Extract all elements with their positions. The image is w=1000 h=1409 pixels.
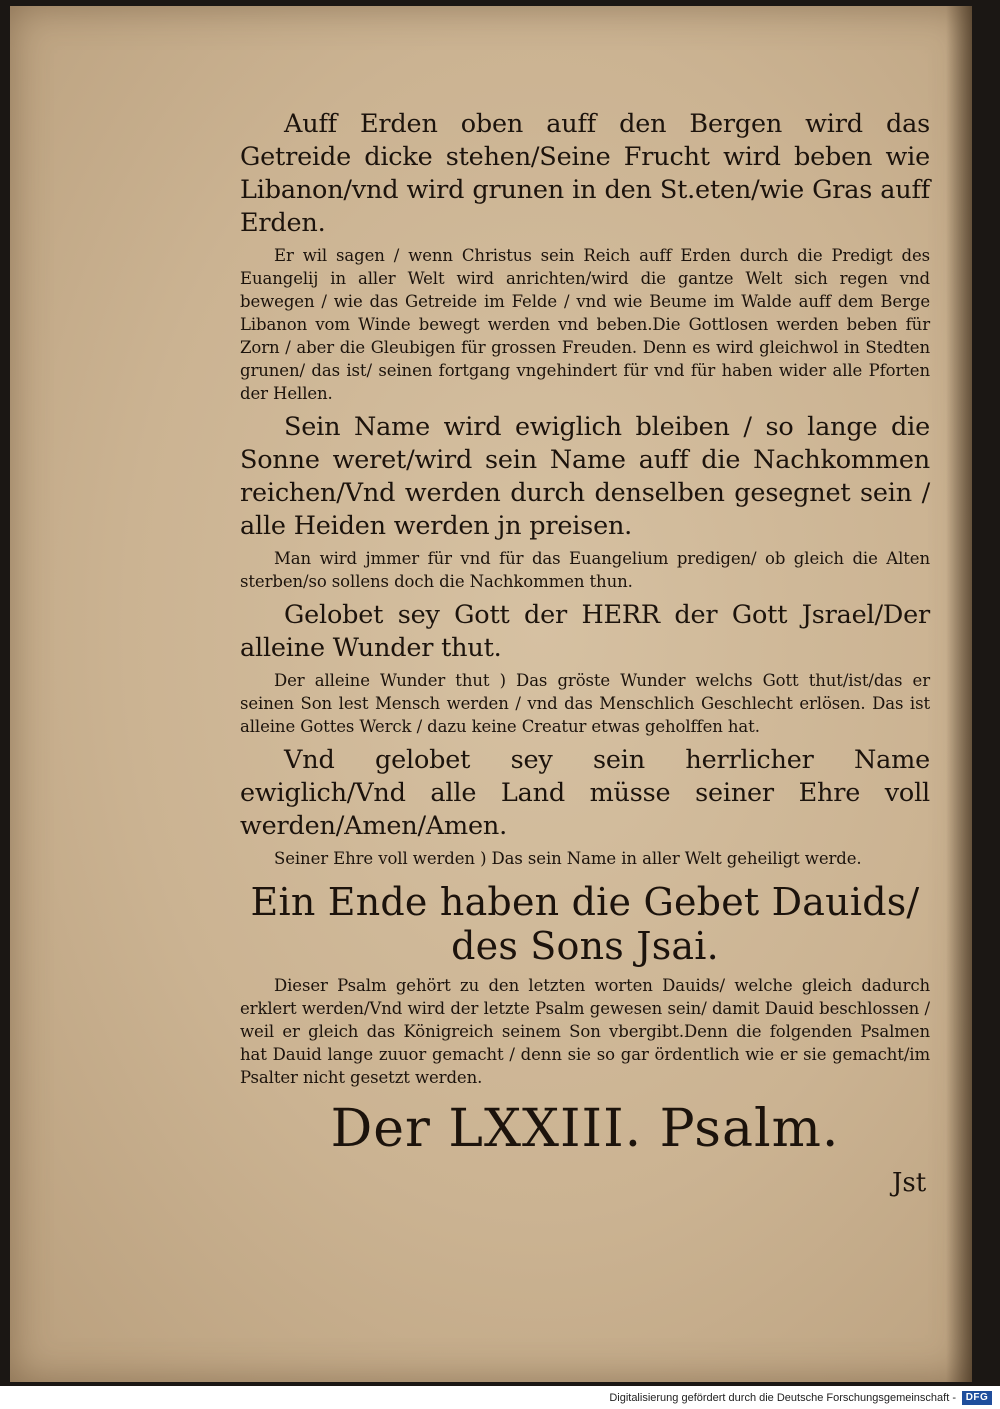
verse-4: Vnd gelobet sey sein herrlicher Name ewiglich/Vnd alle Land müsse seiner Ehre voll werden/Amen/Amen. xyxy=(240,745,930,841)
closing-gloss: Dieser Psalm gehört zu den letzten worten Dauids/ welche gleich dadurch erklert werden/Vnd wird der letzte Psalm gewesen sein/ damit Dauid beschlossen / weil er gleich das Königreich seinem Son vbergibt.Denn die folgenden Psalmen hat Dauid lange zuuor gemacht / denn sie so gar ördentlich wie er sie gemacht/im Psalter nicht gesetzt werden. xyxy=(240,976,930,1087)
gloss-3: Der alleine Wunder thut ) Das gröste Wunder welchs Gott thut/ist/das er seinen Son lest Mensch werden / vnd das Menschlich Geschlecht erlösen. Das ist alleine Gottes Werck / dazu keine Creatur etwas geholffen hat. xyxy=(240,671,930,736)
verse-3: Gelobet sey Gott der HERR der Gott Jsrael/Der alleine Wunder thut. xyxy=(240,600,930,663)
gloss-4: Seiner Ehre voll werden ) Das sein Name in aller Welt geheiligt werde. xyxy=(274,849,862,868)
verse-1: Auff Erden oben auff den Bergen wird das Getreide dicke stehen/Seine Frucht wird beben wie Libanon/vnd wird grunen in den St.eten/wie Gras auff Erden. xyxy=(240,109,930,238)
footer-credit: Digitalisierung gefördert durch die Deutsche Forschungsgemeinschaft - xyxy=(609,1391,956,1404)
section-heading-line-1: Ein Ende haben die Gebet Dauids/ xyxy=(250,880,920,924)
catchword: Jst xyxy=(892,1168,927,1198)
dfg-logo-icon[interactable]: DFG xyxy=(962,1391,992,1405)
section-heading xyxy=(240,880,930,968)
gloss-2: Man wird jmmer für vnd für das Euangelium predigen/ ob gleich die Alten sterben/so sollens doch die Nachkommen thun. xyxy=(240,549,930,591)
psalm-title: Der LXXIII. Psalm. xyxy=(330,1099,840,1159)
section-heading-line-2: des Sons Jsai. xyxy=(451,924,719,968)
page-text xyxy=(240,108,930,1159)
digitization-footer xyxy=(0,1386,1000,1409)
verse-2: Sein Name wird ewiglich bleiben / so lange die Sonne weret/wird sein Name auff die Nachkommen reichen/Vnd werden durch denselben gesegnet sein / alle Heiden werden jn preisen. xyxy=(240,412,930,541)
gloss-1: Er wil sagen / wenn Christus sein Reich auff Erden durch die Predigt des Euangelij in aller Welt wird anrichten/wird die gantze Welt sich regen vnd bewegen / wie das Getreide im Felde / vnd wie Beume im Walde auff dem Berge Libanon vom Winde bewegt werden vnd beben.Die Gottlosen werden beben für Zorn / aber die Gleubigen für grossen Freuden. Denn es wird gleichwol in Stedten grunen/ das ist/ seinen fortgang vngehindert für vnd für haben wider alle Pforten der Hellen. xyxy=(240,246,930,403)
binding-shadow xyxy=(946,6,972,1382)
